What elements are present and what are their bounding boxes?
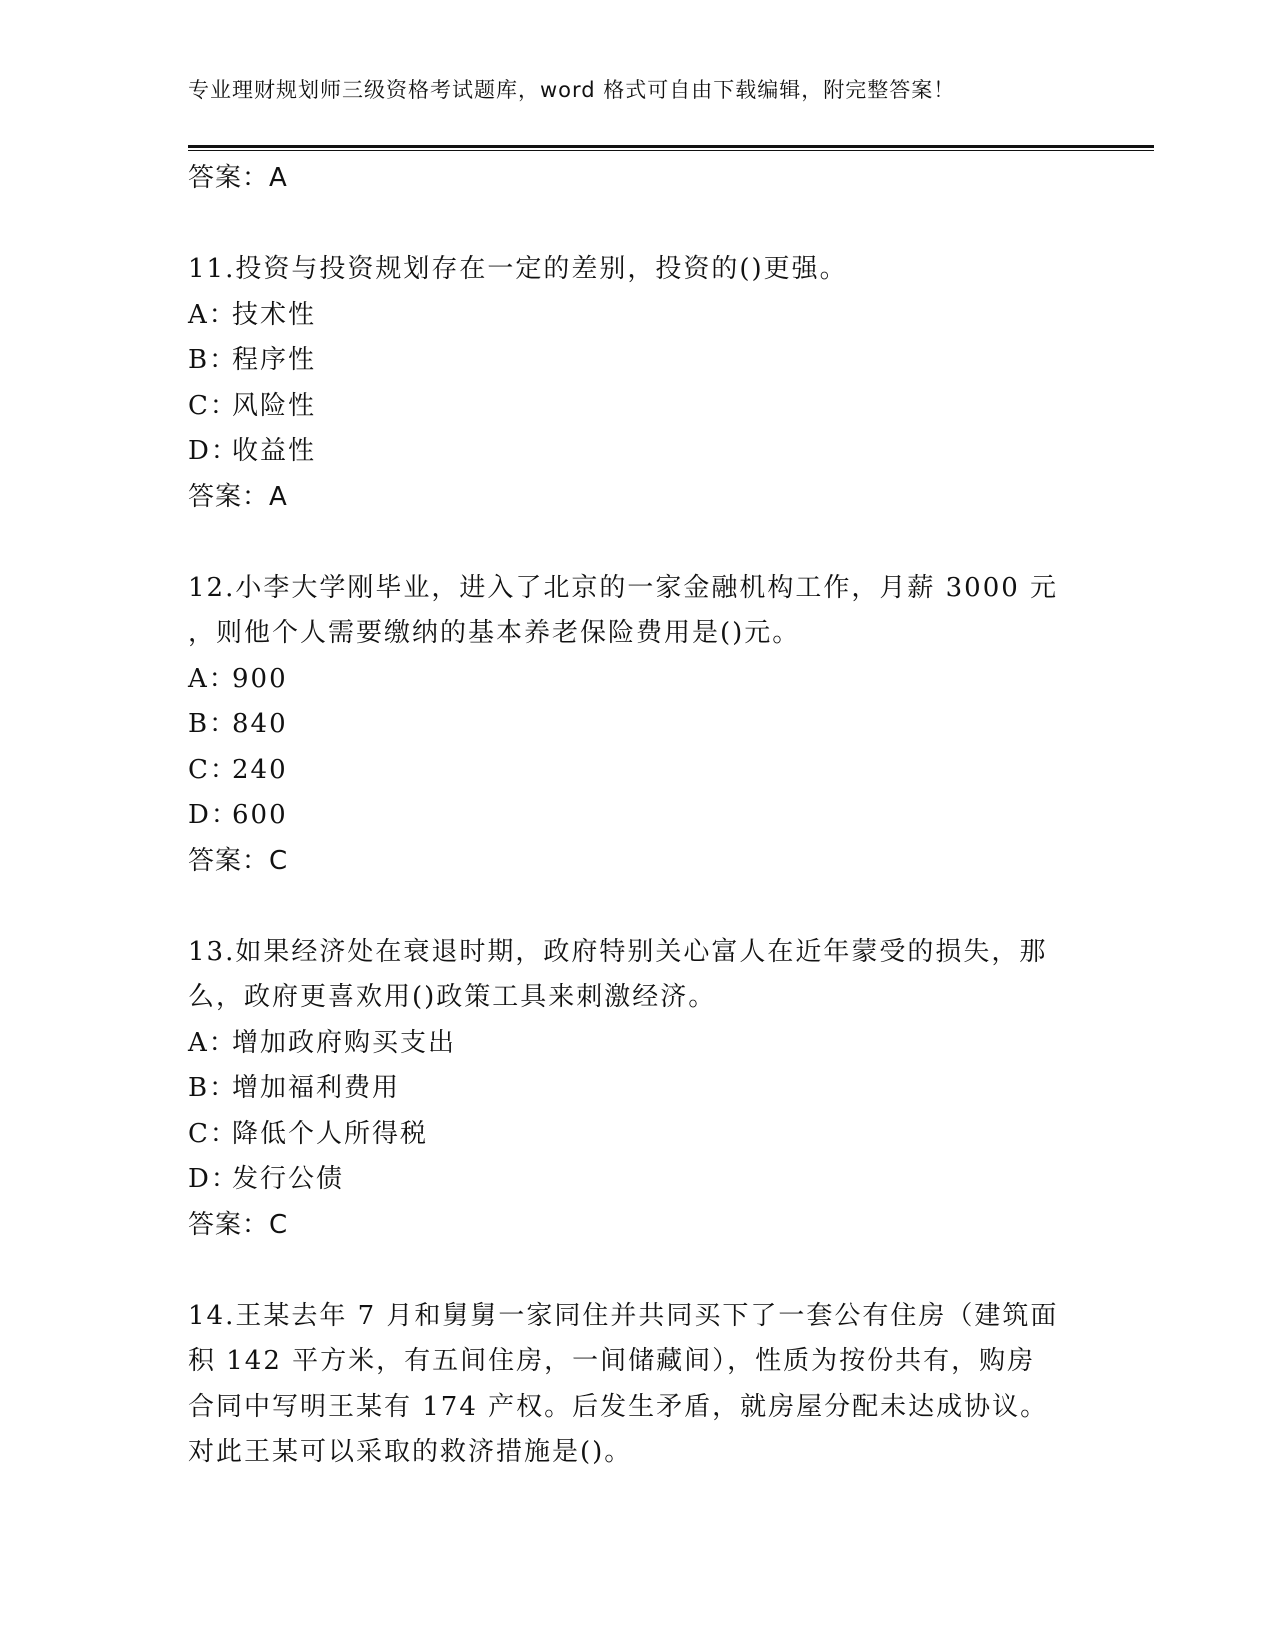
option-text: 900 [232, 663, 288, 694]
option-text: 240 [232, 754, 288, 785]
option-text: 840 [232, 709, 288, 739]
option-b [188, 1066, 1088, 1112]
option-letter: A： [188, 663, 237, 694]
question-stem: 11.投资与投资规划存在一定的差别，投资的()更强。 [188, 254, 848, 284]
answer-line: 答案：A [188, 163, 288, 193]
question-stem: ，则他个人需要缴纳的基本养老保险费用是()元。 [188, 618, 801, 648]
option-a [188, 657, 1088, 703]
option-letter: D： [188, 436, 239, 466]
option-letter: B： [188, 345, 238, 375]
option-c [188, 748, 1088, 794]
header-rule [188, 145, 1154, 148]
question-13 [188, 930, 1088, 1249]
option-d [188, 1157, 1088, 1203]
option-letter: B： [188, 709, 238, 739]
option-b [188, 702, 1088, 748]
question-stem: 么，政府更喜欢用()政策工具来刺激经济。 [188, 982, 717, 1012]
question-stem: 13.如果经济处在衰退时期，政府特别关心富人在近年蒙受的损失，那 [188, 936, 1048, 967]
answer-line: 答案：C [188, 845, 289, 876]
option-letter: C： [188, 1118, 238, 1149]
option-letter: A： [188, 1027, 237, 1058]
option-a [188, 1021, 1088, 1067]
option-d [188, 429, 1088, 475]
option-text: 增加政府购买支出 [232, 1027, 457, 1058]
option-text: 技术性 [232, 299, 317, 330]
option-letter: D： [188, 1164, 239, 1194]
option-text: 风险性 [232, 390, 317, 421]
option-text: 程序性 [232, 345, 317, 375]
option-a [188, 293, 1088, 339]
option-c [188, 1112, 1088, 1158]
question-stem: 对此王某可以采取的救济措施是()。 [188, 1437, 633, 1467]
answer-line: 答案：A [188, 481, 288, 512]
option-text: 发行公债 [232, 1164, 345, 1194]
question-12 [188, 566, 1088, 885]
option-c [188, 384, 1088, 430]
question-list [188, 156, 1088, 1476]
question-stem: 合同中写明王某有 174 产权。后发生矛盾，就房屋分配未达成协议。 [188, 1391, 1049, 1422]
option-letter: B： [188, 1073, 238, 1103]
option-letter: A： [188, 299, 237, 330]
option-d [188, 793, 1088, 839]
option-b [188, 338, 1088, 384]
option-text: 降低个人所得税 [232, 1118, 429, 1149]
question-stem: 14.王某去年 7 月和舅舅一家同住并共同买下了一套公有住房（建筑面 [188, 1300, 1059, 1331]
question-14 [188, 1294, 1088, 1476]
option-text: 600 [232, 800, 288, 830]
option-letter: D： [188, 800, 239, 830]
option-text: 增加福利费用 [232, 1073, 401, 1103]
question-stem: 积 142 平方米，有五间住房，一间储藏间），性质为按份共有，购房 [188, 1346, 1036, 1376]
page-header: 专业理财规划师三级资格考试题库，word 格式可自由下载编辑，附完整答案！ [188, 78, 956, 102]
option-letter: C： [188, 390, 238, 421]
answer-line: 答案：C [188, 1209, 289, 1240]
option-letter: C： [188, 754, 238, 785]
header-rule-thin [188, 150, 1154, 151]
question-11 [188, 247, 1088, 520]
option-text: 收益性 [232, 436, 317, 466]
question-stem: 12.小李大学刚毕业，进入了北京的一家金融机构工作，月薪 3000 元 [188, 572, 1059, 603]
